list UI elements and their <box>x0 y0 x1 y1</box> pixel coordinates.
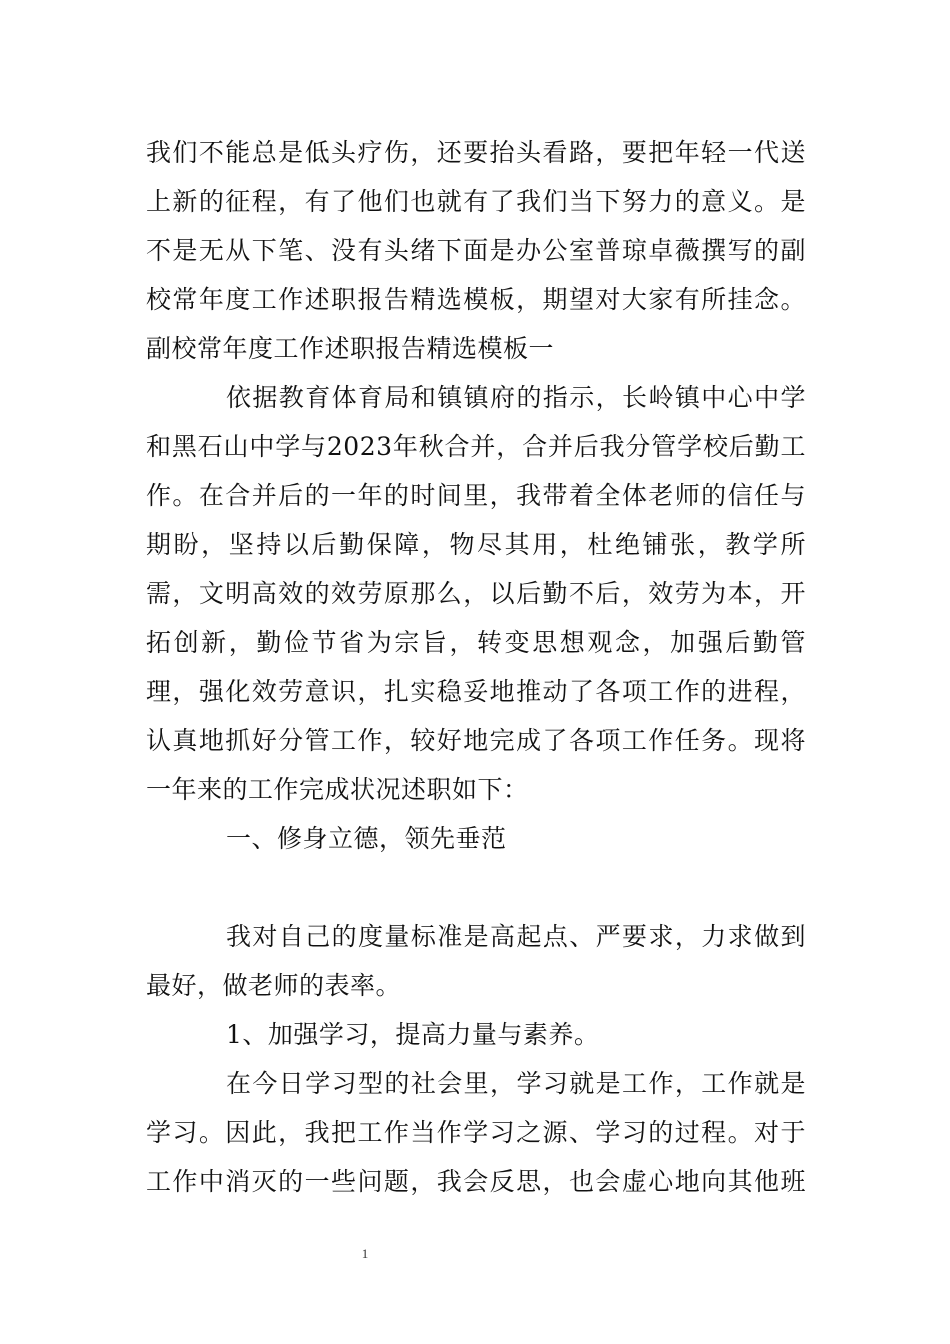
text-line: 认真地抓好分管工作，较好地完成了各项工作任务。现将 <box>146 726 806 755</box>
text-line: 依据教育体育局和镇镇府的指示，长岭镇中心中学 <box>226 383 806 412</box>
text-line: 一年来的工作完成状况述职如下： <box>146 775 529 804</box>
text-line: 在今日学习型的社会里，学习就是工作，工作就是 <box>226 1069 806 1098</box>
section-title: 副校常年度工作述职报告精选模板一 <box>146 334 555 363</box>
subheading-line: 1、加强学习，提高力量与素养。 <box>226 1020 600 1049</box>
document-body <box>146 128 806 1206</box>
blank-line <box>146 863 806 912</box>
page-number: 1 <box>361 1246 369 1261</box>
text-line: 上新的征程，有了他们也就有了我们当下努力的意义。是 <box>146 187 806 216</box>
text-line: 期盼，坚持以后勤保障，物尽其用，杜绝铺张，教学所 <box>146 530 806 559</box>
page-footer <box>0 1246 950 1262</box>
text-line: 理，强化效劳意识，扎实稳妥地推动了各项工作的进程， <box>146 677 806 706</box>
text-line: 作。在合并后的一年的时间里，我带着全体老师的信任与 <box>146 481 806 510</box>
text-line: 学习。因此，我把工作当作学习之源、学习的过程。对于 <box>146 1118 806 1147</box>
text-line: 拓创新，勤俭节省为宗旨，转变思想观念，加强后勤管 <box>146 628 806 657</box>
text-line: 工作中消灭的一些问题，我会反思，也会虚心地向其他班 <box>146 1167 806 1196</box>
text-line: 我对自己的度量标准是高起点、严要求，力求做到 <box>226 922 806 951</box>
text-line: 不是无从下笔、没有头绪下面是办公室普琼卓薇撰写的副 <box>146 236 806 265</box>
heading-line: 一、修身立德，领先垂范 <box>226 824 507 853</box>
text-line: 需，文明高效的效劳原那么，以后勤不后，效劳为本，开 <box>146 579 806 608</box>
text-line: 我们不能总是低头疗伤，还要抬头看路，要把年轻一代送 <box>146 138 806 167</box>
text-line: 校常年度工作述职报告精选模板，期望对大家有所挂念。 <box>146 285 806 314</box>
text-line: 最好，做老师的表率。 <box>146 971 402 1000</box>
text-line: 和黑石山中学与2023年秋合并，合并后我分管学校后勤工 <box>146 432 806 461</box>
